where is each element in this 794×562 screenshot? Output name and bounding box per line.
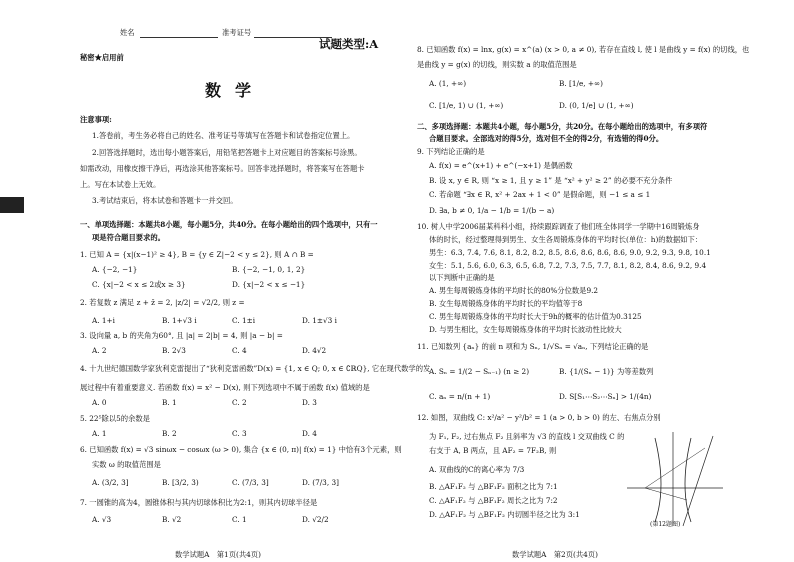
- q8-option-d: D. (0, 1/e] ∪ (1, +∞): [559, 101, 634, 110]
- q9-option-d: D. ∃a, b ≠ 0, 1/a − 1/b = 1/(b − a): [429, 206, 555, 215]
- q2-option-b: B. 1+√3 i: [162, 316, 197, 325]
- q1-option-d: D. {x|−2 < x ≤ −1}: [232, 280, 306, 289]
- q7-option-b: B. √2: [162, 515, 182, 524]
- q10-girls-data: 女生：5.1, 5.6, 6.0, 6.3, 6.5, 6.8, 7.2, 7.3, 7.5, 7.7, 8.1, 8.2, 8.4, 8.6, 9.2, 9.4: [429, 261, 707, 270]
- q5-option-a: A. 1: [92, 429, 107, 438]
- q10-option-a: A. 男生每周锻炼身体的平均时长的80%分位数是9.2: [429, 286, 599, 295]
- q6-option-b: B. [3/2, 3): [162, 478, 199, 487]
- footer-left: 数学试题A 第1页(共4页): [175, 550, 261, 559]
- q12-option-c: C. △AF₁F₂ 与 △BF₁F₂ 周长之比为 7:2: [429, 496, 558, 505]
- q5-option-d: D. 4: [302, 429, 317, 438]
- section1-heading-cont: 项是符合题目要求的。: [92, 233, 165, 242]
- section2-heading: 二、多项选择题：本题共4小题，每小题5分，共20分。在每小题给出的选项中，有多项符: [417, 122, 708, 131]
- q11-option-c: C. aₙ = n/(n + 1): [429, 392, 491, 401]
- note-item: 如需改动，用橡皮擦干净后，再选涂其他答案标号。回答非选择题时，将答案写在答题卡: [80, 164, 365, 173]
- q4-option-b: B. 1: [162, 398, 177, 407]
- section1-heading: 一、单项选择题：本题共8小题，每小题5分，共40分。在每小题给出的四个选项中，只有一: [80, 220, 378, 229]
- q1-option-a: A. {−2, −1}: [92, 265, 138, 274]
- name-label: 姓名: [120, 28, 135, 37]
- q10-boys-data: 男生：6.3, 7.4, 7.6, 8.1, 8.2, 8.2, 8.5, 8.6, 8.6, 8.6, 8.6, 9.0, 9.2, 9.3, 9.8, 10.1: [429, 248, 711, 257]
- question-12-cont: 为 F₁, F₂, 过右焦点 F₂ 且斜率为 √3 的直线 l 交双曲线 C 的: [429, 432, 625, 441]
- note-item: 3.考试结束后，将本试卷和答题卡一并交回。: [92, 196, 238, 205]
- q4-option-a: A. 0: [92, 398, 107, 407]
- question-9: 9. 下列结论正确的是: [417, 147, 485, 156]
- q9-option-b: B. 设 x, y ∈ R, 则 “x ≥ 1, 且 y ≥ 1” 是 “x² + y² ≥ 2” 的必要不充分条件: [429, 176, 673, 185]
- q1-option-b: B. {−2, −1, 0, 1, 2}: [232, 265, 306, 274]
- subject-title: 数学: [205, 81, 266, 100]
- paper-type: 试题类型:A: [319, 37, 379, 51]
- hyperbola-diagram: [625, 430, 725, 530]
- question-4: 4. 十九世纪德国数学家狄利克雷提出了“狄利克雷函数”D(x) = {1, x ∈ Q; 0, x ∈ ∁ℝQ}, 它在现代数学的发: [80, 364, 431, 373]
- q2-option-c: C. 1±i: [232, 316, 256, 325]
- q11-option-d: D. S[S₁⋯S₂⋯Sₙ] > 1/(4n): [559, 392, 652, 401]
- q9-option-a: A. f(x) = e^(x+1) + e^(−x+1) 是偶函数: [429, 161, 573, 170]
- note-item: 上。写在本试卷上无效。: [80, 180, 161, 189]
- question-12: 12. 如图，双曲线 C: x²/a² − y²/b² = 1 (a > 0, b > 0) 的左、右焦点分别: [417, 413, 661, 422]
- question-11: 11. 已知数列 {aₙ} 的前 n 项和为 Sₙ, 1/√Sₙ = √aₙ, 下列结论正确的是: [417, 342, 649, 351]
- name-blank: [140, 28, 218, 38]
- q10-option-d: D. 与男生相比，女生每周锻炼身体的平均时长波动性比较大: [429, 325, 622, 334]
- q9-option-c: C. 若命题 “∃x ∈ R, x² + 2ax + 1 < 0” 是假命题，则 −1 ≤ a ≤ 1: [429, 190, 651, 199]
- question-8: 8. 已知函数 f(x) = lnx, g(x) = x^(a) (x > 0, a ≠ 0), 若存在直线 l, 使 l 是曲线 y = f(x) 的切线，也: [417, 45, 750, 54]
- side-tab: [0, 197, 24, 213]
- right-page: [397, 0, 794, 562]
- q11-option-b: B. {1/(Sₙ − 1)} 为等差数列: [559, 367, 654, 376]
- q6-option-c: C. (7/3, 3]: [232, 478, 269, 487]
- q3-option-b: B. 2√3: [162, 346, 186, 355]
- question-10: 10. 树人中学2006届某科科小组，持续跟踪调查了他们班全体同学一学期中16周锻炼身: [417, 222, 700, 231]
- q3-option-d: D. 4√2: [302, 346, 327, 355]
- q7-option-c: C. 1: [232, 515, 247, 524]
- q10-option-b: B. 女生每周锻炼身体的平均时长的平均值等于8: [429, 299, 583, 308]
- q2-option-d: D. 1±√3 i: [302, 316, 337, 325]
- q12-option-d: D. △AF₁F₂ 与 △BF₁F₂ 内切圆半径之比为 3:1: [429, 510, 580, 519]
- question-4-cont: 展过程中有着重要意义. 若函数 f(x) = x² − D(x), 则下列选项中不属于函数 f(x) 值域的是: [80, 383, 370, 392]
- q8-option-b: B. [1/e, +∞): [559, 79, 603, 88]
- footer-right: 数学试题A 第2页(共4页): [512, 550, 598, 559]
- q7-option-d: D. √2/2: [302, 515, 329, 524]
- section2-heading-cont: 合题目要求。全部选对的得5分，选对但不全的得2分，有选错的得0分。: [429, 134, 664, 143]
- q12-option-b: B. △AF₁F₂ 与 △BF₁F₂ 面积之比为 7:1: [429, 482, 558, 491]
- confidential-mark: 秘密★启用前: [80, 53, 124, 62]
- q6-option-a: A. (3/2, 3]: [92, 478, 129, 487]
- q2-option-a: A. 1+i: [92, 316, 115, 325]
- q4-option-d: D. 3: [302, 398, 317, 407]
- note-item: 2.回答选择题时，选出每小题答案后，用铅笔把答题卡上对应题目的答案标号涂黑。: [92, 148, 362, 157]
- hyperbola-figure: [625, 430, 725, 530]
- question-5: 5. 22⁵除以5的余数是: [80, 414, 150, 423]
- q6-option-d: D. (7/3, 3]: [302, 478, 339, 487]
- question-10-cont: 体的时长，经过整理得到男生、女生各周锻炼身体的平均时长(单位：h)的数据如下：: [429, 235, 703, 244]
- q5-option-c: C. 3: [232, 429, 247, 438]
- q10-option-c: C. 男生每周锻炼身体的平均时长大于9h的概率的估计值为0.3125: [429, 312, 642, 321]
- q4-option-c: C. 2: [232, 398, 247, 407]
- question-12-cont2: 右支于 A, B 两点，且 AF₂ = 7F₂B, 则: [429, 446, 557, 455]
- exam-no-label: 准考证号: [222, 28, 252, 37]
- q3-option-a: A. 2: [92, 346, 107, 355]
- q3-option-c: C. 4: [232, 346, 247, 355]
- figure-caption: (第12题图): [650, 521, 681, 528]
- question-6-cont: 实数 ω 的取值范围是: [92, 460, 161, 469]
- q8-option-c: C. [1/e, 1) ∪ (1, +∞): [429, 101, 504, 110]
- q5-option-b: B. 2: [162, 429, 177, 438]
- question-7: 7. 一圆锥的高为4，圆锥体积与其内切球体积比为2:1，则其内切球半径是: [80, 498, 318, 507]
- q1-option-c: C. {x|−2 < x ≤ 2或x ≥ 3}: [92, 280, 186, 289]
- question-2: 2. 若复数 z 满足 z + z̄ = 2, |z/2| = √2/2, 则 z =: [80, 298, 245, 307]
- q7-option-a: A. √3: [92, 515, 112, 524]
- notes-title: 注意事项:: [80, 115, 112, 124]
- q11-option-a: A. Sₙ = 1/(2 − Sₙ₋₁) (n ≥ 2): [429, 367, 530, 376]
- q12-option-a: A. 双曲线的C的离心率为 7/3: [429, 465, 525, 474]
- note-item: 1.答卷前，考生务必将自己的姓名、准考证号等填写在答题卡和试卷指定位置上。: [92, 131, 355, 140]
- q10-lead: 以下判断中正确的是: [429, 273, 495, 282]
- question-3: 3. 设向量 a, b 的夹角为60°, 且 |a| = 2|b| = 4, 则 |a − b| =: [80, 331, 283, 340]
- question-6: 6. 已知函数 f(x) = √3 sinωx − cosωx (ω > 0), 集合 {x ∈ (0, π)| f(x) = 1} 中恰有3个元素，则: [80, 445, 402, 454]
- question-1: 1. 已知 A = {x|(x−1)² ≥ 4}, B = {y ∈ Z|−2 < y ≤ 2}, 则 A ∩ B =: [80, 250, 314, 259]
- q8-option-a: A. (1, +∞): [429, 79, 467, 88]
- question-8-cont: 是曲线 y = g(x) 的切线，则实数 a 的取值范围是: [417, 60, 577, 69]
